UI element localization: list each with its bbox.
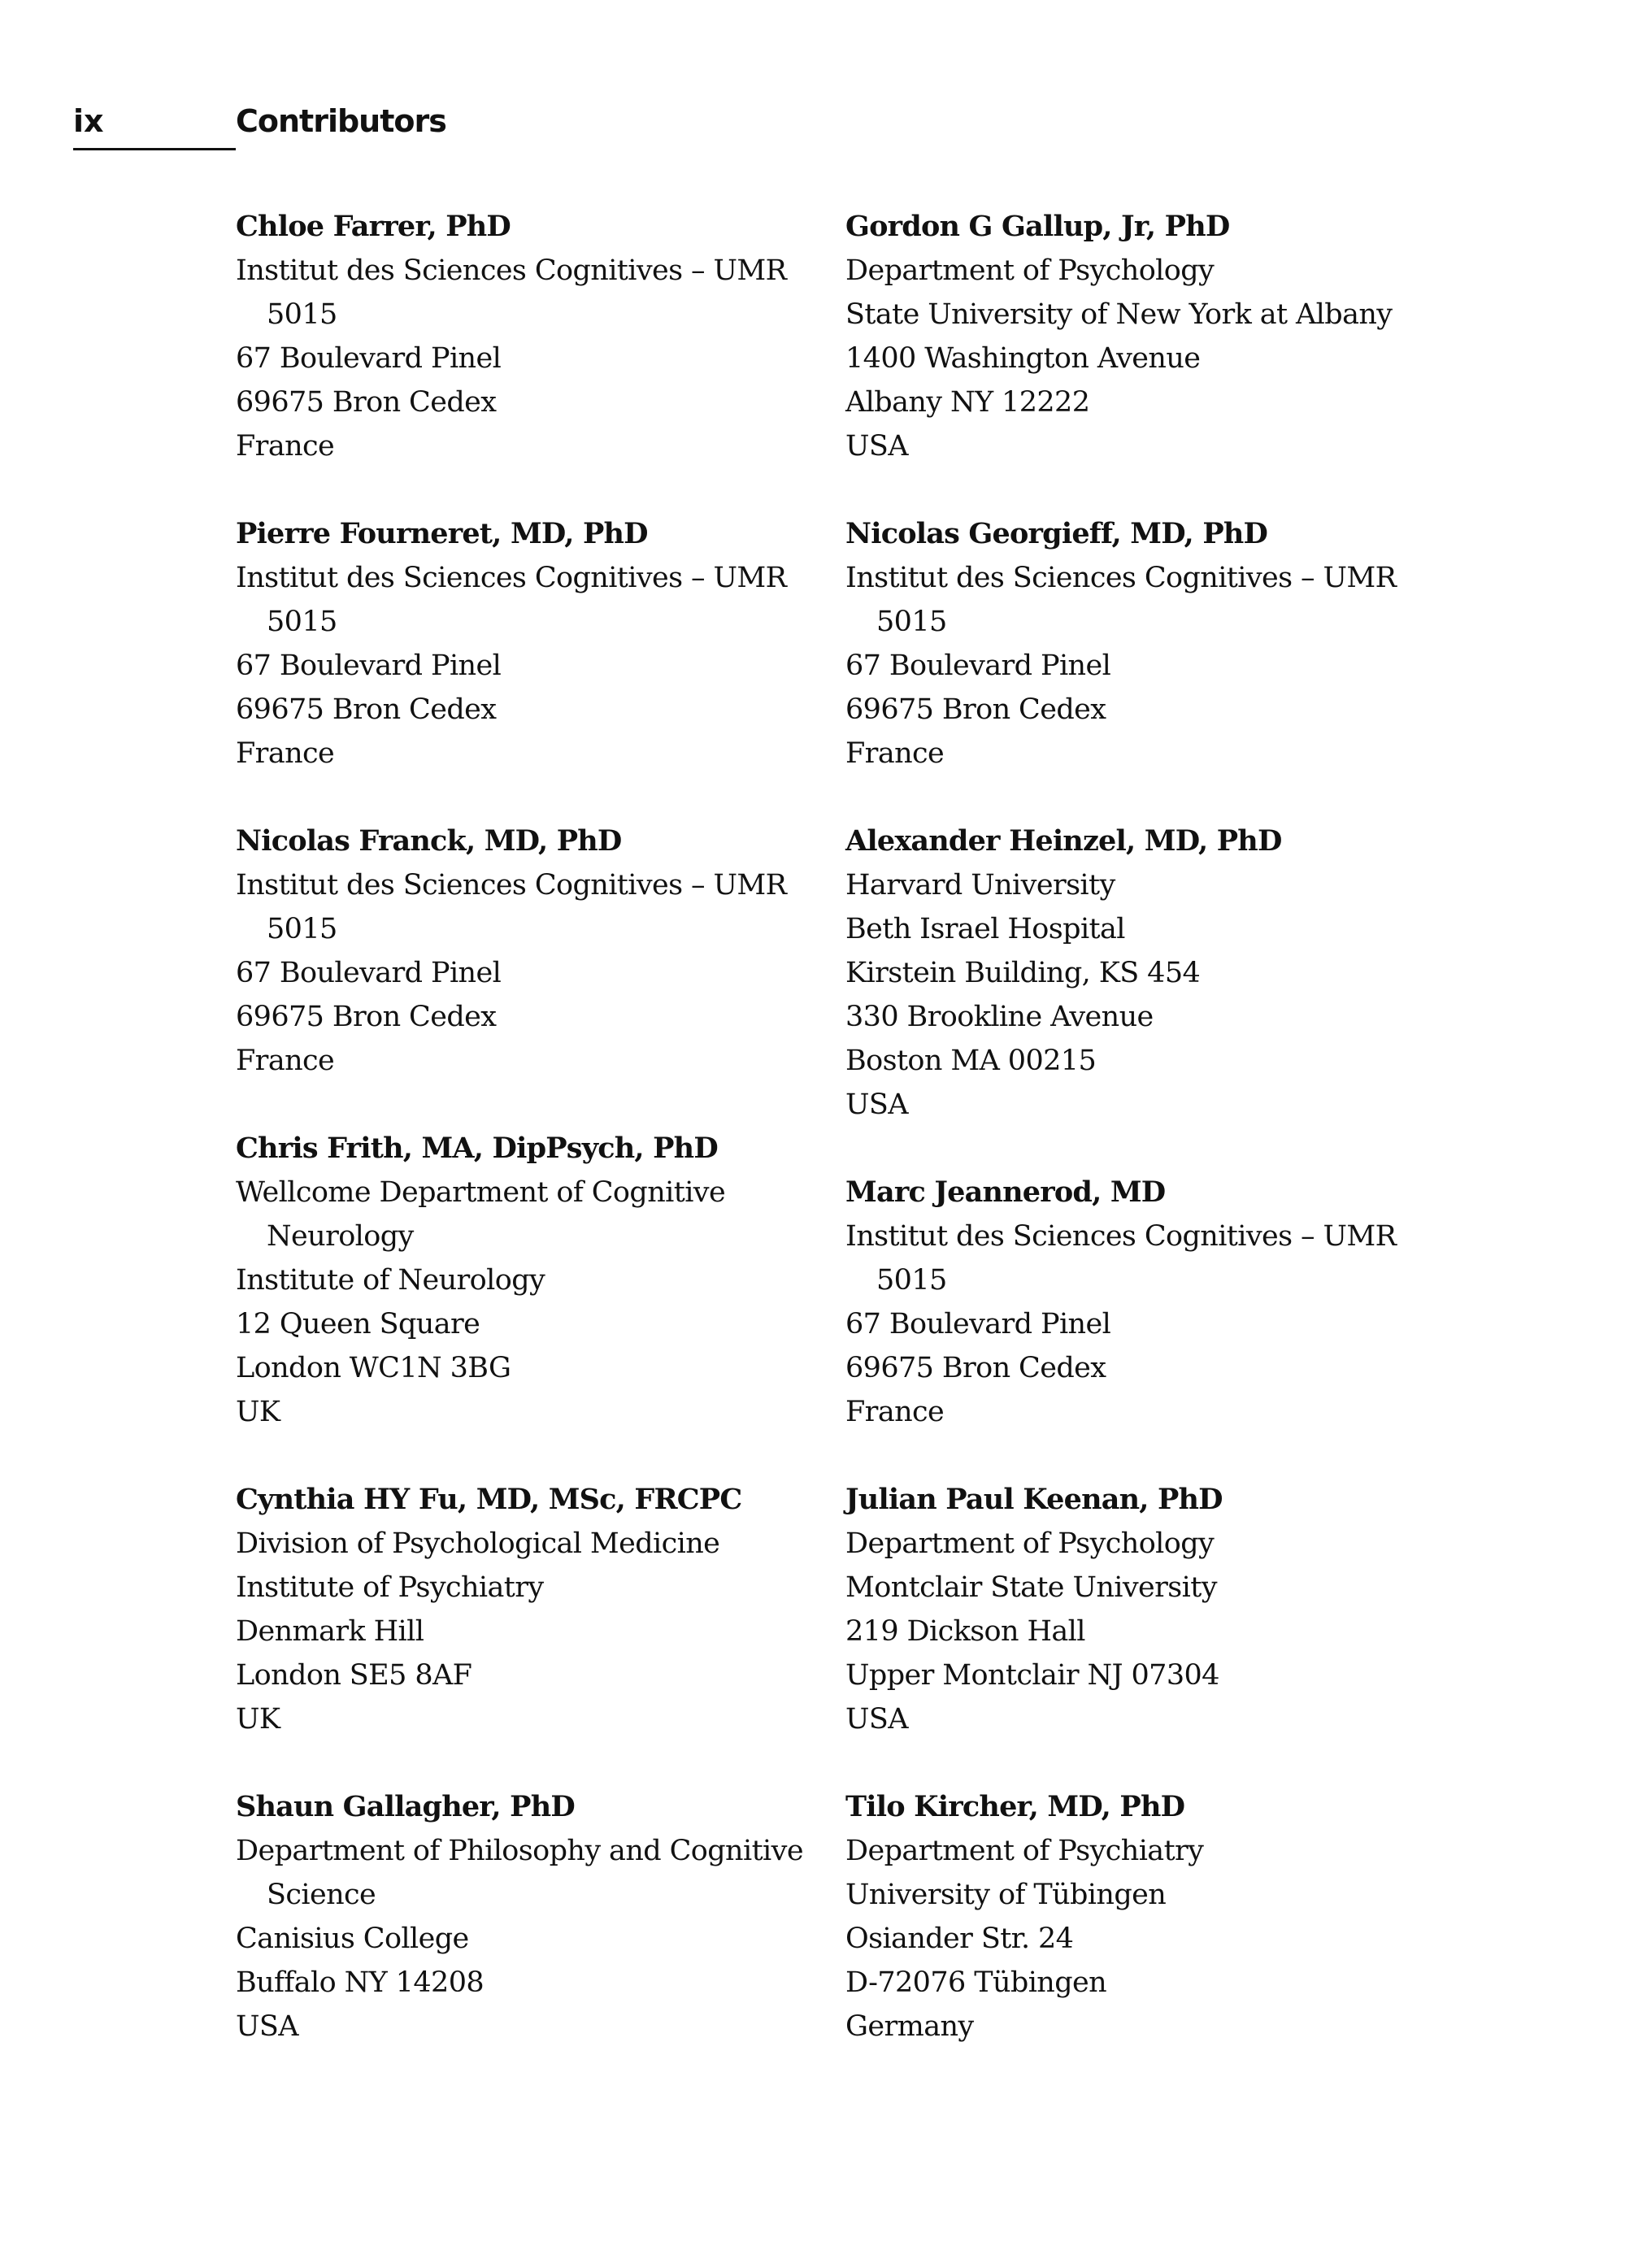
address-line: UK <box>236 1703 280 1736</box>
address-line: 67 Boulevard Pinel <box>845 1308 1111 1340</box>
contributor-entry <box>845 205 1463 468</box>
page-title: Contributors <box>236 103 446 139</box>
contributor-entry <box>845 1171 1463 1434</box>
address-line: 219 Dickson Hall <box>845 1615 1085 1648</box>
address-line: Germany <box>845 2010 974 2043</box>
address-line: Division of Psychological Medicine <box>236 1527 720 1560</box>
address-line: Kirstein Building, KS 454 <box>845 957 1201 989</box>
page-header <box>73 102 496 151</box>
address-line: 67 Boulevard Pinel <box>845 650 1111 682</box>
header-rule <box>73 148 236 150</box>
address-line: UK <box>236 1396 280 1428</box>
address-line: 67 Boulevard Pinel <box>236 957 502 989</box>
contributor-name: Chloe Farrer, PhD <box>236 210 511 243</box>
address-line: Canisius College <box>236 1923 469 1955</box>
address-line: Buffalo NY 14208 <box>236 1966 485 1999</box>
address-line: 67 Boulevard Pinel <box>236 650 502 682</box>
contributor-entry <box>845 819 1463 1127</box>
address-line: France <box>845 737 945 770</box>
address-line: 12 Queen Square <box>236 1308 480 1340</box>
address-line: 67 Boulevard Pinel <box>236 342 502 375</box>
contributor-entry <box>236 1478 854 1741</box>
address-line: D-72076 Tübingen <box>845 1966 1107 1999</box>
address-line: 69675 Bron Cedex <box>236 693 497 726</box>
address-line: Institut des Sciences Cognitives – UMR 5015 <box>236 869 787 945</box>
contributor-entry <box>236 1785 854 2049</box>
contributor-entry <box>236 512 854 776</box>
address-line: Boston MA 00215 <box>845 1045 1097 1077</box>
address-line: State University of New York at Albany <box>845 298 1393 331</box>
address-line: 69675 Bron Cedex <box>845 693 1106 726</box>
contributor-name: Shaun Gallagher, PhD <box>236 1790 575 1823</box>
address-line: Institute of Psychiatry <box>236 1571 544 1604</box>
page-number: ix <box>73 103 104 139</box>
contributor-entry <box>236 1127 854 1434</box>
address-line: Institut des Sciences Cognitives – UMR 5015 <box>236 562 787 638</box>
address-line: Department of Psychology <box>845 254 1215 287</box>
address-line: Institut des Sciences Cognitives – UMR 5015 <box>845 562 1397 638</box>
address-line: 1400 Washington Avenue <box>845 342 1201 375</box>
address-line: London SE5 8AF <box>236 1659 472 1692</box>
address-line: Denmark Hill <box>236 1615 424 1648</box>
contributor-name: Marc Jeannerod, MD <box>845 1175 1166 1209</box>
address-line: Department of Psychiatry <box>845 1835 1204 1867</box>
contributor-entry <box>845 512 1463 776</box>
contributor-name: Chris Frith, MA, DipPsych, PhD <box>236 1132 718 1165</box>
contributor-entry <box>236 819 854 1083</box>
address-line: Institute of Neurology <box>236 1264 545 1297</box>
address-line: Beth Israel Hospital <box>845 913 1125 945</box>
address-line: USA <box>845 1088 908 1121</box>
address-line: Osiander Str. 24 <box>845 1923 1074 1955</box>
address-line: USA <box>845 430 908 463</box>
contributor-name: Nicolas Franck, MD, PhD <box>236 824 622 858</box>
contributor-entry <box>236 205 854 468</box>
address-line: Department of Psychology <box>845 1527 1215 1560</box>
contributor-name: Cynthia HY Fu, MD, MSc, FRCPC <box>236 1483 742 1516</box>
left-column <box>236 205 854 2092</box>
address-line: France <box>236 430 335 463</box>
address-line: University of Tübingen <box>845 1879 1167 1911</box>
address-line: London WC1N 3BG <box>236 1352 511 1384</box>
address-line: France <box>236 1045 335 1077</box>
address-line: 330 Brookline Avenue <box>845 1001 1154 1033</box>
address-line: Institut des Sciences Cognitives – UMR 5015 <box>845 1220 1397 1297</box>
address-line: Wellcome Department of Cognitive Neurology <box>236 1176 726 1253</box>
address-line: 69675 Bron Cedex <box>236 1001 497 1033</box>
address-line: France <box>845 1396 945 1428</box>
contributor-name: Tilo Kircher, MD, PhD <box>845 1790 1185 1823</box>
address-line: Albany NY 12222 <box>845 386 1090 419</box>
address-line: Harvard University <box>845 869 1115 902</box>
contributor-name: Alexander Heinzel, MD, PhD <box>845 824 1282 858</box>
contributor-name: Nicolas Georgieff, MD, PhD <box>845 517 1268 550</box>
contributor-entry <box>845 1785 1463 2049</box>
address-line: Department of Philosophy and Cognitive Science <box>236 1835 803 1911</box>
address-line: USA <box>845 1703 908 1736</box>
address-line: 69675 Bron Cedex <box>845 1352 1106 1384</box>
address-line: USA <box>236 2010 298 2043</box>
address-line: Montclair State University <box>845 1571 1217 1604</box>
contributor-entry <box>845 1478 1463 1741</box>
right-column <box>845 205 1463 2092</box>
contributor-name: Gordon G Gallup, Jr, PhD <box>845 210 1230 243</box>
contributor-name: Pierre Fourneret, MD, PhD <box>236 517 648 550</box>
address-line: France <box>236 737 335 770</box>
address-line: Upper Montclair NJ 07304 <box>845 1659 1219 1692</box>
address-line: 69675 Bron Cedex <box>236 386 497 419</box>
contributor-name: Julian Paul Keenan, PhD <box>845 1483 1223 1516</box>
address-line: Institut des Sciences Cognitives – UMR 5015 <box>236 254 787 331</box>
